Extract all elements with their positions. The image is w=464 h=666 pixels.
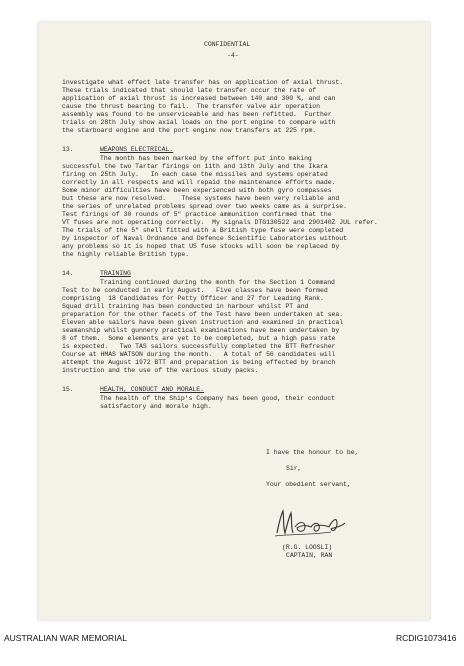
closing-line: Your obedient servant, [266, 481, 351, 488]
section-14-line: Course at HMAS WATSON during the month. A total of 56 candidates will [62, 351, 336, 358]
section-13-line: the highly reliable British type. [62, 251, 190, 258]
intro-line: investigate what effect late transfer has on application of axial thrust. [62, 79, 344, 86]
intro-line: assembly was found to be unserviceable and has been refitted. Further [62, 111, 332, 118]
section-14-line: is expected. Two TAS sailors successfully completed the BTT Refresher [62, 343, 336, 350]
closing-line: Sir, [286, 465, 302, 472]
signatory-name: (R.G. LOOSLI) [282, 544, 333, 551]
handwritten-signature [271, 505, 351, 541]
section-14-line: 8 of them. Some elements are yet to be completed, but a high pass rate [62, 335, 336, 342]
intro-line: cause the thrust bearing to fail. The transfer valve air operation [62, 103, 320, 110]
classification-header: CONFIDENTIAL [204, 41, 251, 48]
section-14-line: preparation for the other facets of the Test have been undertaken at sea. [62, 311, 344, 318]
section-13-line: The month has been marked by the effort put into making [100, 155, 312, 162]
section-13-line: but these are now resolved. These systems have been very reliable and [62, 195, 340, 202]
section-13-number: 13. [62, 146, 74, 153]
section-13-line: Test firings of 30 rounds of 5" practice ammunition confirmed that the [62, 211, 332, 218]
intro-line: application of axial thrust is increased between 140 and 300 %, and can [62, 95, 336, 102]
section-13-line: any problems so it is hoped that US fuse stocks will soon be replaced by [62, 243, 340, 250]
section-14-line: Squad drill training has been conducted in harbour whilst PT and [62, 303, 309, 310]
section-14-line: Test to be conducted in early August. Five classes have been formed [62, 287, 328, 294]
archive-footer [0, 626, 464, 666]
intro-line: These trials indicated that should late transfer occur the rate of [62, 87, 317, 94]
section-13-heading: WEAPONS ELECTRICAL. [100, 146, 174, 153]
section-14-number: 14. [62, 270, 74, 277]
section-14-line: seamanship whilst gunnery practical examinations have been undertaken by [62, 327, 340, 334]
intro-line: trials on 28th July show axial loads on the port engine to compare with [62, 119, 336, 126]
section-13-line: by inspector of Naval Ordnance and Defence Scientific Laboratories without [62, 235, 347, 242]
section-14-line: Eleven able sailors have been given instruction and examined in practical [62, 319, 344, 326]
section-14-line: instruction and the use of the various study packs. [62, 367, 259, 374]
section-14-line: Training continued during the month for the Section 1 Command [100, 279, 335, 286]
footer-institution: AUSTRALIAN WAR MEMORIAL [4, 633, 127, 643]
section-13-line: VT fuses are not operating correctly. My signals DTG130522 and 290140Z JUL refer. [62, 219, 378, 226]
signatory-rank: CAPTAIN, RAN [286, 552, 333, 559]
section-14-line: attempt the August 1972 BTT and preparation is being effected by branch [62, 359, 336, 366]
section-13-line: the series of unrelated problems spread over two weeks came as a surprise. [62, 203, 347, 210]
section-13-line: firing on 25th July. In each case the missiles and systems operated [62, 171, 328, 178]
section-15-line: The health of the Ship's Company has been good, their conduct [100, 395, 335, 402]
intro-line: the starboard engine and the port engine now transfers at 225 rpm. [62, 127, 317, 134]
section-13-line: correctly in all respects and will repaid the maintenance efforts made. [62, 179, 336, 186]
closing-line: I have the honour to be, [266, 449, 359, 456]
section-13-line: successful the two Tartar firings on 11th and 13th July and the Ikara [62, 163, 328, 170]
section-13-line: The trials of the 5" shell fitted with a British type fuse were completed [62, 227, 344, 234]
section-15-heading: HEALTH, CONDUCT AND MORALE. [100, 386, 204, 393]
page-number: -4- [227, 52, 239, 59]
section-14-line: comprising 18 Candidates for Petty Officer and 27 for Leading Rank. [62, 295, 324, 302]
footer-record-id: RCDIG1073416 [396, 633, 457, 643]
section-15-line: satisfactory and morale high. [100, 403, 212, 410]
section-15-number: 15. [62, 386, 74, 393]
section-14-heading: TRAINING [100, 270, 131, 277]
section-13-line: Some minor difficulties have been experienced with both gyro compasses [62, 187, 332, 194]
